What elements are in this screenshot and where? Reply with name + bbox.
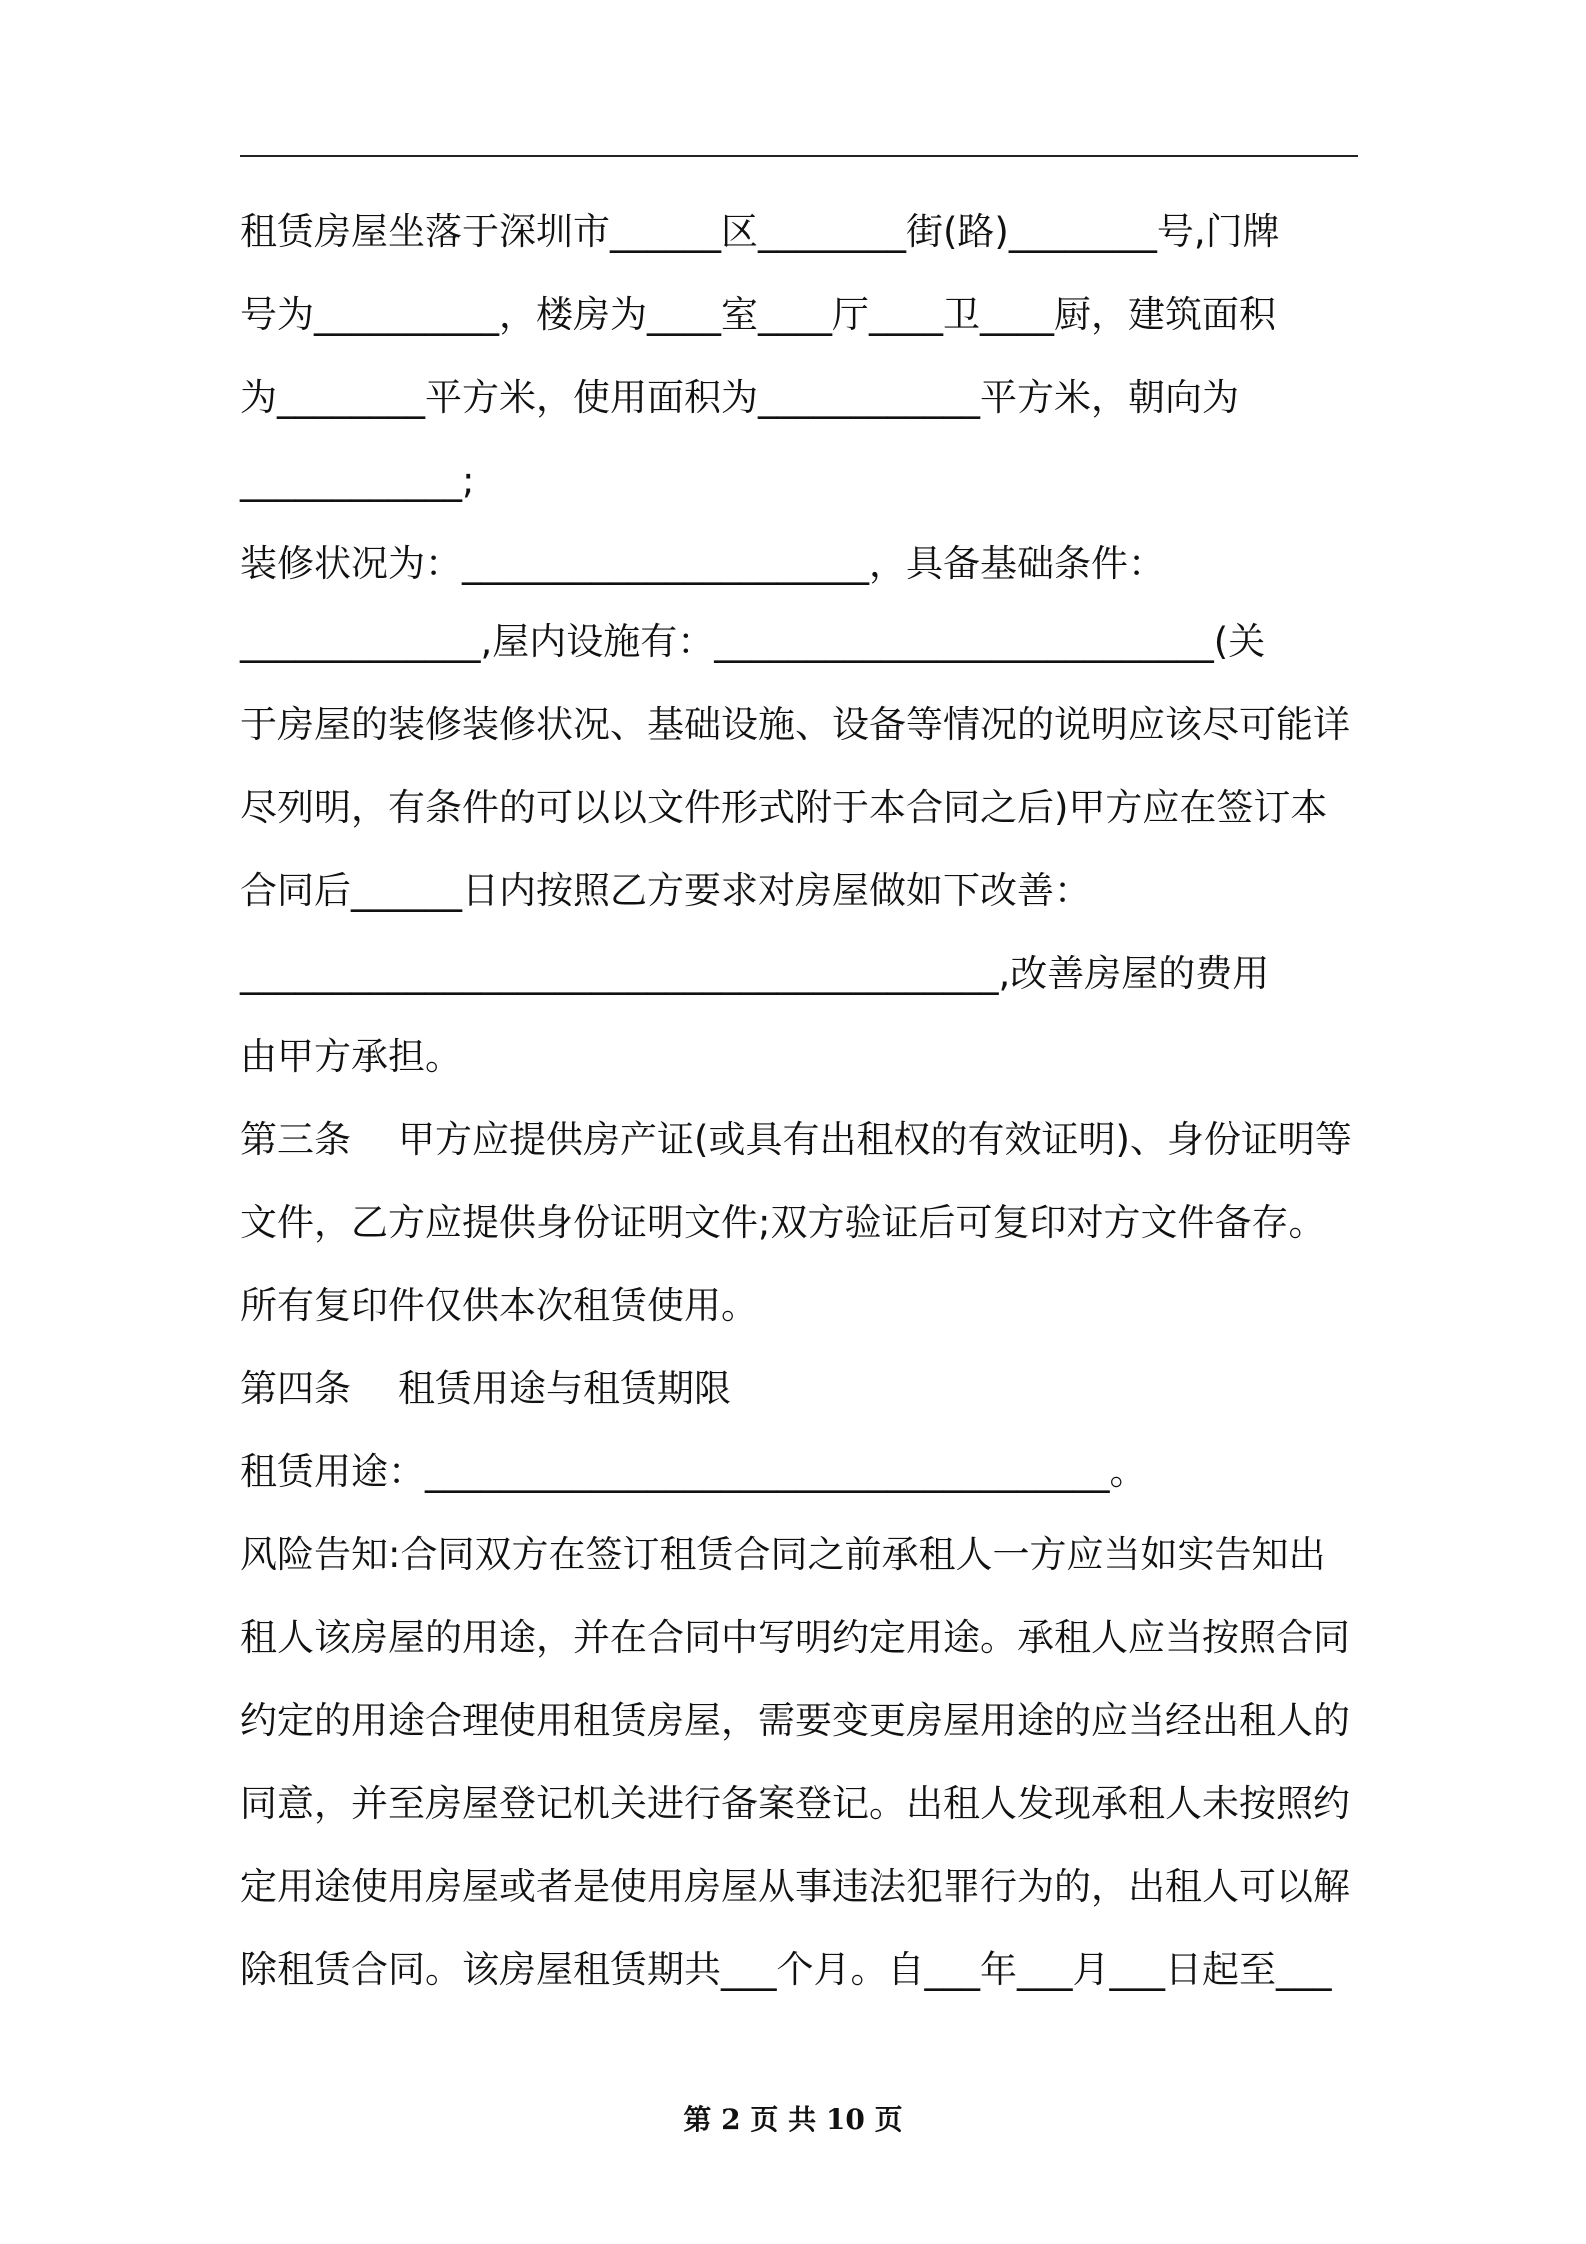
text-line: _____________,屋内设施有：___________________________(关 bbox=[240, 620, 1266, 663]
header-rule bbox=[240, 155, 1358, 157]
text-line: 租人该房屋的用途，并在合同中写明约定用途。承租人应当按照合同 bbox=[240, 1616, 1350, 1659]
text-line: 约定的用途合理使用租赁房屋，需要变更房屋用途的应当经出租人的 bbox=[240, 1699, 1350, 1742]
page-number: 第 2 页 共 10 页 bbox=[683, 2103, 903, 2136]
text-line: 租赁房屋坐落于深圳市______区________街(路)________号,门牌 bbox=[240, 210, 1280, 253]
text-line: 合同后______日内按照乙方要求对房屋做如下改善： bbox=[240, 869, 1091, 912]
text-line: ____________; bbox=[240, 459, 475, 502]
text-line: 尽列明，有条件的可以以文件形式附于本合同之后)甲方应在签订本 bbox=[240, 786, 1328, 829]
text-line: _________________________________________,改善房屋的费用 bbox=[240, 952, 1270, 995]
text-line: 风险告知:合同双方在签订租赁合同之前承租人一方应当如实告知出 bbox=[240, 1533, 1326, 1576]
contract-body bbox=[240, 190, 1360, 2011]
section-heading-article-3: 第三条 甲方应提供房产证(或具有出租权的有效证明)、身份证明等 bbox=[240, 1118, 1352, 1161]
text-line: 所有复印件仅供本次租赁使用。 bbox=[240, 1284, 758, 1327]
text-line: 除租赁合同。该房屋租赁期共___个月。自___年___月___日起至___ bbox=[240, 1948, 1332, 1991]
text-line: 由甲方承担。 bbox=[240, 1035, 462, 1078]
text-line: 定用途使用房屋或者是使用房屋从事违法犯罪行为的，出租人可以解 bbox=[240, 1865, 1350, 1908]
text-line: 文件，乙方应提供身份证明文件;双方验证后可复印对方文件备存。 bbox=[240, 1201, 1326, 1244]
text-line: 号为__________，楼房为____室____厅____卫____厨，建筑面积 bbox=[240, 293, 1276, 336]
section-heading-article-4: 第四条 租赁用途与租赁期限 bbox=[240, 1367, 732, 1410]
text-line: 装修状况为：______________________，具备基础条件： bbox=[240, 542, 1165, 585]
text-line: 于房屋的装修装修状况、基础设施、设备等情况的说明应该尽可能详 bbox=[240, 703, 1350, 746]
text-line: 同意，并至房屋登记机关进行备案登记。出租人发现承租人未按照约 bbox=[240, 1782, 1350, 1825]
text-line: 租赁用途：_____________________________________。 bbox=[240, 1450, 1147, 1493]
text-line: 为________平方米，使用面积为____________平方米，朝向为 bbox=[240, 376, 1239, 419]
